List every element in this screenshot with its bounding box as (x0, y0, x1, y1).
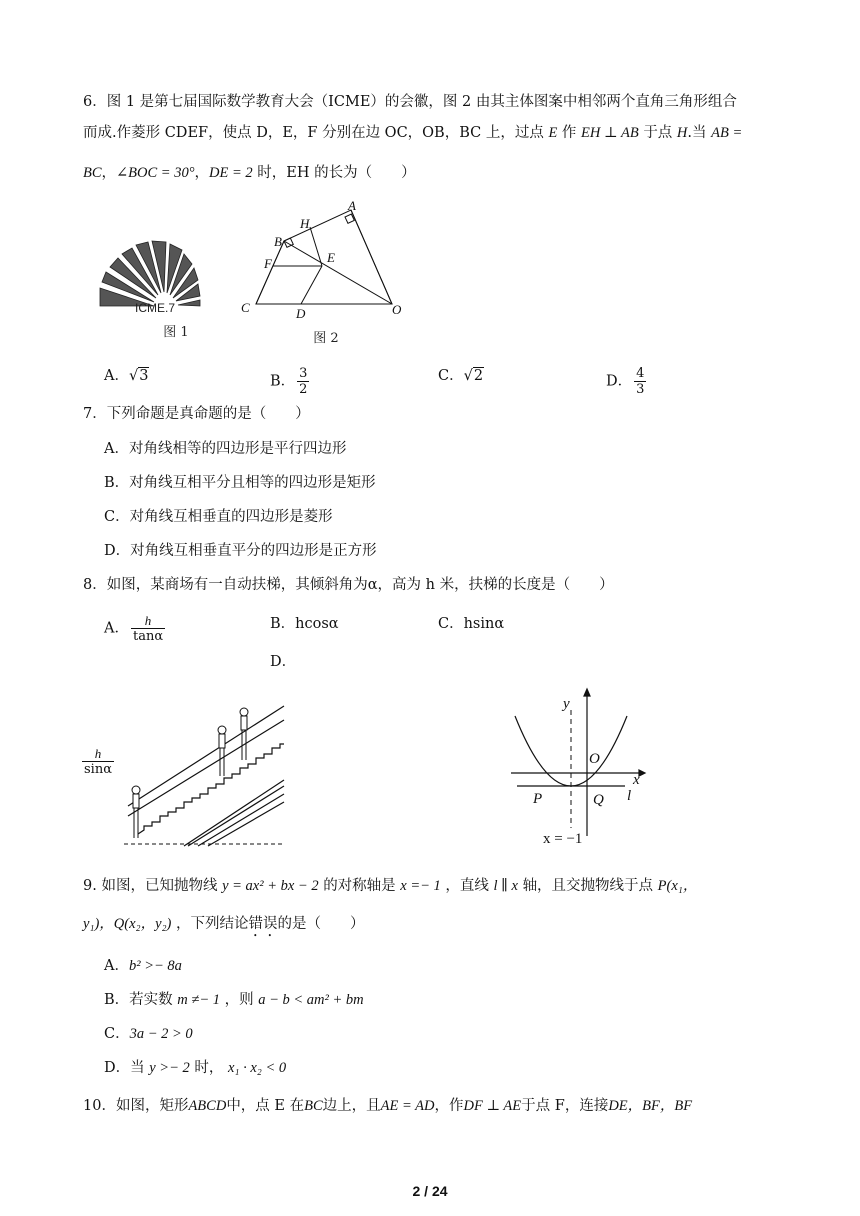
option-text: 若实数 (129, 992, 173, 1008)
q6-option-b[interactable] (270, 366, 311, 397)
q7-option-a[interactable]: A．对角线相等的四边形是平行四边形 (104, 441, 347, 457)
frac-num: 4 (636, 366, 645, 381)
option-math: y >− 2 (149, 1060, 190, 1076)
frac-den: 2 (299, 382, 308, 397)
q9-text: ，直线 (445, 878, 489, 894)
icme-text: ICME.7 (134, 301, 176, 315)
q10-text: 于点 F，连接 (521, 1098, 609, 1114)
q6-line2-a: 而成.作菱形 CDEF，使点 D，E，F 分别在边 OC，OB，BC 上，过点 (83, 125, 544, 141)
fig1-caption: 图 1 (163, 325, 189, 340)
q9-point-q: y₁)，Q(x₂，y₂) (83, 916, 172, 932)
q10-text: 边上，且 (322, 1098, 381, 1114)
sqrt-3: √3 (128, 368, 149, 384)
q6-line2-f: H (676, 125, 688, 141)
option-label: D． (104, 1060, 131, 1076)
option-text: 当 (130, 1060, 145, 1076)
q9-option-a[interactable] (104, 956, 182, 976)
q6-line3-b: ， (101, 165, 117, 181)
q10-math: AE = AD (380, 1098, 435, 1114)
q9-line1 (83, 876, 697, 896)
q9-equation: y = ax² + bx − 2 (222, 878, 319, 894)
option-label: A． (104, 620, 129, 637)
fig2-caption: 图 2 (313, 331, 339, 346)
q10-line1 (83, 1096, 692, 1116)
option-math: m ≠− 1 (177, 992, 220, 1008)
q6-option-d[interactable] (606, 366, 648, 397)
option-text: 时， (194, 1060, 224, 1076)
sqrt-radicand: 2 (473, 368, 484, 384)
q6-line3-f: 时，EH 的长为（ ） (257, 165, 416, 181)
page-number: 2 / 24 (412, 1183, 448, 1199)
option-math: b² >− 8a (128, 958, 182, 974)
q6-line3-d: ， (194, 165, 210, 181)
q6-line3 (83, 163, 416, 183)
option-label: D． (606, 373, 633, 390)
frac-den: sinα (84, 762, 112, 777)
fraction-h-tan (131, 613, 165, 644)
y-axis-label: y (563, 696, 570, 712)
fraction-4-3 (634, 366, 646, 397)
point-p-label: P (533, 791, 543, 807)
q10-text: 10．如图，矩形 (83, 1098, 189, 1114)
escalator-figure (124, 698, 290, 848)
q8-option-d-label[interactable]: D． (270, 654, 297, 670)
q9-text: 轴，且交抛物线于点 (522, 878, 654, 894)
label-A: A (348, 198, 356, 213)
option-label: B． (104, 992, 130, 1008)
q8-stem: 8．如图，某商场有一自动扶梯，其倾斜角为α，高为 h 米，扶梯的长度是（ ） (83, 577, 614, 593)
option-math: x₁ · x₂ < 0 (227, 1060, 287, 1076)
sqrt-2: √2 (463, 368, 484, 384)
option-label: B． (270, 373, 296, 390)
point-q-label: Q (593, 792, 604, 808)
label-H: H (300, 216, 310, 231)
x-axis-label: x (633, 772, 640, 788)
q6-option-c[interactable] (438, 366, 484, 386)
icme-logo-figure (96, 232, 216, 342)
q10-math: ABCD (188, 1098, 227, 1114)
q7-stem: 7．下列命题是真命题的是（ ） (83, 406, 310, 422)
frac-num: h (131, 613, 165, 629)
option-text: ，则 (224, 992, 254, 1008)
q8-option-c[interactable]: C．hsinα (438, 616, 505, 632)
frac-num: h (82, 746, 114, 762)
label-C: C (241, 300, 250, 315)
q6-option-a[interactable] (104, 366, 149, 386)
q6-line3-e: DE = 2 (209, 165, 253, 181)
q6-line2 (83, 123, 742, 143)
q9-line-l: l ∥ x (493, 878, 518, 894)
label-B: B (274, 234, 282, 249)
option-math: 3a − 2 > 0 (129, 1026, 193, 1042)
q6-line3-a: BC (83, 165, 102, 181)
frac-den: tanα (132, 629, 164, 644)
q7-option-d[interactable]: D．对角线互相垂直平分的四边形是正方形 (104, 543, 377, 559)
q6-line2-e: 于点 (643, 125, 673, 141)
fraction-3-2 (297, 366, 309, 397)
q6-line2-h: AB = (711, 125, 743, 141)
label-O: O (392, 302, 402, 317)
label-E: E (327, 250, 335, 265)
q6-line2-c: 作 (561, 125, 577, 141)
q6-line3-c: ∠BOC = 30° (116, 165, 195, 181)
q8-option-d-value (80, 746, 116, 777)
fraction-h-sin (82, 746, 114, 777)
q9-axis: x =− 1 (400, 878, 441, 894)
q10-math: DF ⊥ AE (463, 1098, 522, 1114)
q9-text: 9. 如图，已知抛物线 (83, 878, 218, 894)
q9-point-p: P(x₁， (657, 878, 698, 894)
q9-option-b[interactable] (104, 990, 364, 1010)
label-D: D (296, 306, 306, 321)
q8-option-b[interactable]: B．hcosα (270, 616, 339, 632)
q10-text: 中，点 E 在 (226, 1098, 305, 1114)
q9-option-c[interactable] (104, 1024, 193, 1044)
label-F: F (264, 256, 272, 271)
q9-text: 的对称轴是 (323, 878, 396, 894)
line-l-label: l (627, 788, 632, 804)
symmetry-axis-label: x = −1 (543, 831, 583, 846)
q7-option-b[interactable]: B．对角线互相平分且相等的四边形是矩形 (104, 475, 376, 491)
q6-line2-d: EH ⊥ AB (581, 125, 639, 141)
q7-option-c[interactable]: C．对角线互相垂直的四边形是菱形 (104, 509, 333, 525)
q9-option-d[interactable] (104, 1058, 286, 1078)
geometry-figure-2 (236, 198, 416, 348)
q8-option-a[interactable] (104, 613, 167, 644)
q6-line1: 6．图 1 是第七届国际数学教育大会（ICME）的会徽，图 2 由其主体图案中相邻两个直角三角形组合 (83, 94, 737, 110)
option-label: A． (104, 368, 129, 384)
frac-num: 3 (299, 366, 308, 381)
option-label: A． (104, 958, 129, 974)
q9-line2 (83, 914, 365, 940)
q6-line2-b: E (548, 125, 558, 141)
option-math: a − b < am² + bm (258, 992, 364, 1008)
option-label: C． (104, 1026, 130, 1042)
q9-emphasis-wrong: 错误 (248, 916, 278, 932)
q6-line2-g: .当 (687, 125, 707, 141)
q9-text: ，下列结论 (176, 916, 249, 932)
option-label: C． (438, 368, 464, 384)
parabola-figure (505, 686, 655, 846)
sqrt-radicand: 3 (139, 368, 149, 384)
q10-math: BC (304, 1098, 323, 1114)
frac-den: 3 (636, 382, 645, 397)
q10-text: ，作 (434, 1098, 464, 1114)
q10-math: DE，BF，BF (608, 1098, 693, 1114)
q9-text: 的是（ ） (277, 916, 365, 932)
origin-label: O (589, 751, 600, 767)
